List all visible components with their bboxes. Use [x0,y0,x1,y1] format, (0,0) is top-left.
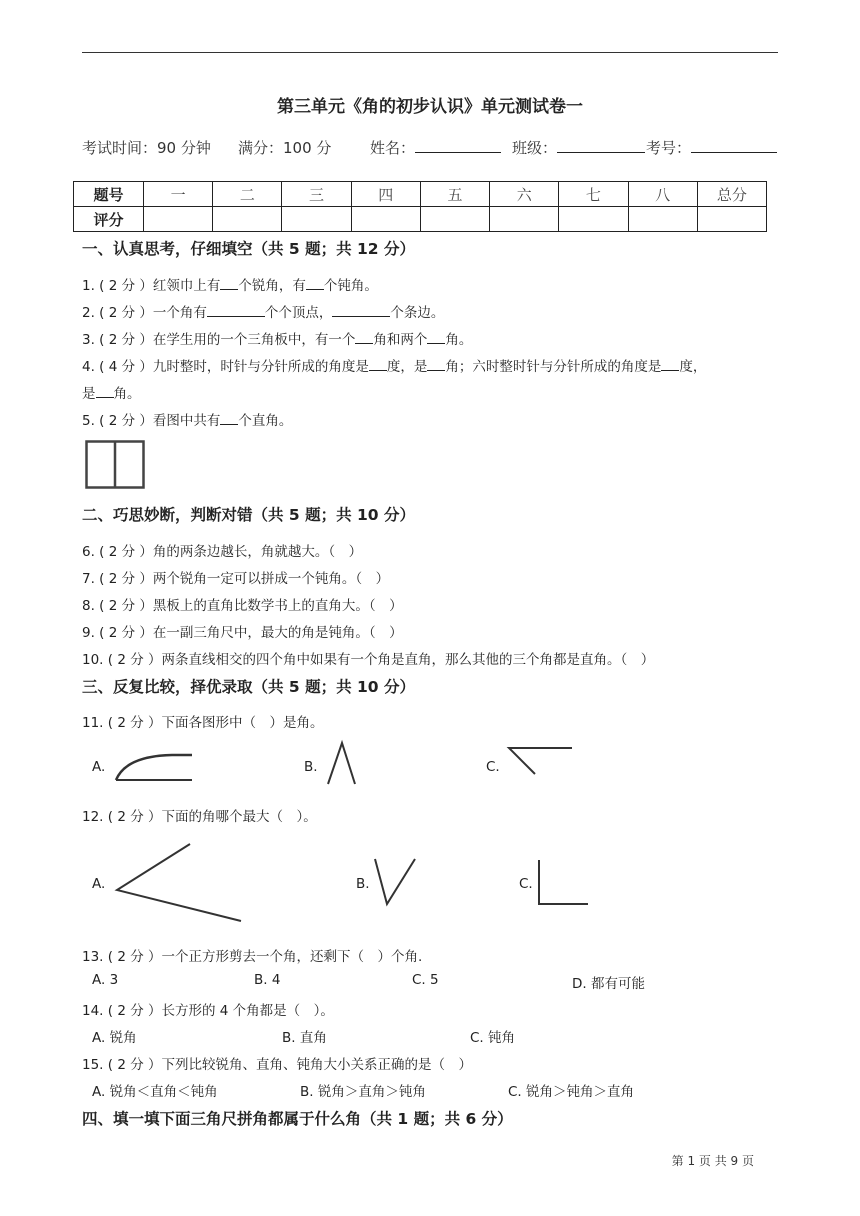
question-8: 8. ( 2 分 ）黑板上的直角比数学书上的直角大。（ ） [82,598,403,614]
q12-figure-c [536,858,590,908]
q4-text-d: 度， [679,359,707,375]
question-4-cont [82,382,141,402]
q2-text-c: 个条边。 [390,305,445,321]
score-col-7: 七 [559,182,628,207]
name-field [370,137,501,158]
q14-option-c: C. 钝角 [470,1030,516,1046]
q4-blank-2 [427,358,445,371]
class-blank [557,138,645,153]
score-col-2: 二 [213,182,282,207]
q11-option-c: C. [486,759,500,775]
score-table-row-header [74,182,767,207]
page-footer: 第 1 页 共 9 页 [671,1154,754,1168]
section-2-heading: 二、巧思妙断，判断对错（共 5 题；共 10 分） [82,506,415,524]
q1-text-b: 个锐角，有 [238,278,306,294]
score-col-1: 一 [144,182,213,207]
number-blank [691,138,777,153]
score-cell [697,207,766,232]
question-9: 9. ( 2 分 ）在一副三角尺中，最大的角是钝角。（ ） [82,625,403,641]
q1-blank-1 [220,277,238,290]
q11-figure-b [326,740,358,788]
score-col-4: 四 [351,182,420,207]
question-14: 14. ( 2 分 ）长方形的 4 个角都是（ ）。 [82,1003,334,1019]
name-blank [415,138,501,153]
question-2 [82,301,444,321]
question-4 [82,355,706,375]
q1-text-c: 个钝角。 [323,278,378,294]
score-cell [628,207,697,232]
q1-blank-2 [306,277,324,290]
score-cell [144,207,213,232]
q4-text-b: 度，是 [386,359,428,375]
question-6: 6. ( 2 分 ）角的两条边越长，角就越大。（ ） [82,544,363,560]
score-col-3: 三 [282,182,351,207]
q3-blank-2 [427,331,445,344]
q12-option-a: A. [92,876,106,892]
score-cell [559,207,628,232]
q12-figure-a [114,842,244,924]
q2-text-b: 个个顶点， [264,305,333,321]
header-rule [82,52,778,53]
name-label: 姓名： [370,139,416,157]
q11-figure-c [506,745,576,777]
q13-option-c: C. 5 [412,972,439,988]
section-1-heading: 一、认真思考，仔细填空（共 5 题；共 12 分） [82,240,415,258]
score-row1-head: 题号 [74,182,144,207]
q15-option-b: B. 锐角＞直角＞钝角 [300,1084,426,1100]
score-cell [282,207,351,232]
q14-option-a: A. 锐角 [92,1030,137,1046]
q2-blank-1 [207,304,265,317]
score-table [73,181,767,232]
q5-text-b: 个直角。 [238,413,293,429]
q12-figure-b [372,856,418,908]
q11-option-a: A. [92,759,106,775]
full-score: 满分：100 分 [238,139,332,157]
q12-option-b: B. [356,876,370,892]
q2-text-a: 2. ( 2 分 ）一个角有 [82,305,207,321]
score-cell [213,207,282,232]
score-col-6: 六 [490,182,559,207]
q13-option-a: A. 3 [92,972,119,988]
q5-rectangle-figure [85,440,147,490]
question-15: 15. ( 2 分 ）下列比较锐角、直角、钝角大小关系正确的是（ ） [82,1057,472,1073]
score-cell [490,207,559,232]
number-field [646,137,777,158]
score-col-total: 总分 [697,182,766,207]
q12-option-c: C. [519,876,533,892]
question-5 [82,409,292,429]
question-10: 10. ( 2 分 ）两条直线相交的四个角中如果有一个角是直角，那么其他的三个角都是直角。（ ） [82,652,655,668]
score-cell [420,207,489,232]
q5-blank-1 [220,412,238,425]
q3-blank-1 [355,331,373,344]
q13-option-b: B. 4 [254,972,281,988]
score-cell [351,207,420,232]
score-table-row-scores [74,207,767,232]
q1-text-a: 1. ( 2 分 ）红领巾上有 [82,278,221,294]
section-4-heading: 四、填一填下面三角尺拼角都属于什么角（共 1 题；共 6 分） [82,1110,513,1128]
question-13: 13. ( 2 分 ）一个正方形剪去一个角，还剩下（ ）个角. [82,949,423,965]
class-field [512,137,645,158]
q15-option-a: A. 锐角＜直角＜钝角 [92,1084,218,1100]
q5-text-a: 5. ( 2 分 ）看图中共有 [82,413,221,429]
question-7: 7. ( 2 分 ）两个锐角一定可以拼成一个钝角。（ ） [82,571,390,587]
q4-text-a: 4. ( 4 分 ）九时整时，时针与分针所成的角度是 [82,359,369,375]
q14-option-b: B. 直角 [282,1030,327,1046]
score-col-8: 八 [628,182,697,207]
number-label: 考号： [646,139,692,157]
q4-blank-4 [96,385,114,398]
q11-option-b: B. [304,759,318,775]
class-label: 班级： [512,139,558,157]
section-3-heading: 三、反复比较，择优录取（共 5 题；共 10 分） [82,678,415,696]
q3-text-c: 角。 [445,332,473,348]
q3-text-b: 角和两个 [373,332,428,348]
page-title: 第三单元《角的初步认识》单元测试卷一 [277,97,583,117]
q4-text-c: 角；六时整时针与分针所成的角度是 [445,359,662,375]
score-col-5: 五 [420,182,489,207]
q4-text-e: 是 [82,386,96,402]
q3-text-a: 3. ( 2 分 ）在学生用的一个三角板中，有一个 [82,332,356,348]
q4-text-f: 角。 [113,386,141,402]
exam-time: 考试时间：90 分钟 [82,139,211,157]
question-3 [82,328,472,348]
q4-blank-1 [369,358,387,371]
question-11: 11. ( 2 分 ）下面各图形中（ ）是角。 [82,715,324,731]
q11-figure-a [112,752,198,784]
score-row2-head: 评分 [74,207,144,232]
question-12: 12. ( 2 分 ）下面的角哪个最大（ ）。 [82,809,317,825]
q15-option-c: C. 锐角＞钝角＞直角 [508,1084,635,1100]
q4-blank-3 [661,358,679,371]
q2-blank-2 [332,304,390,317]
question-1 [82,274,378,294]
q13-option-d: D. 都有可能 [572,976,645,992]
